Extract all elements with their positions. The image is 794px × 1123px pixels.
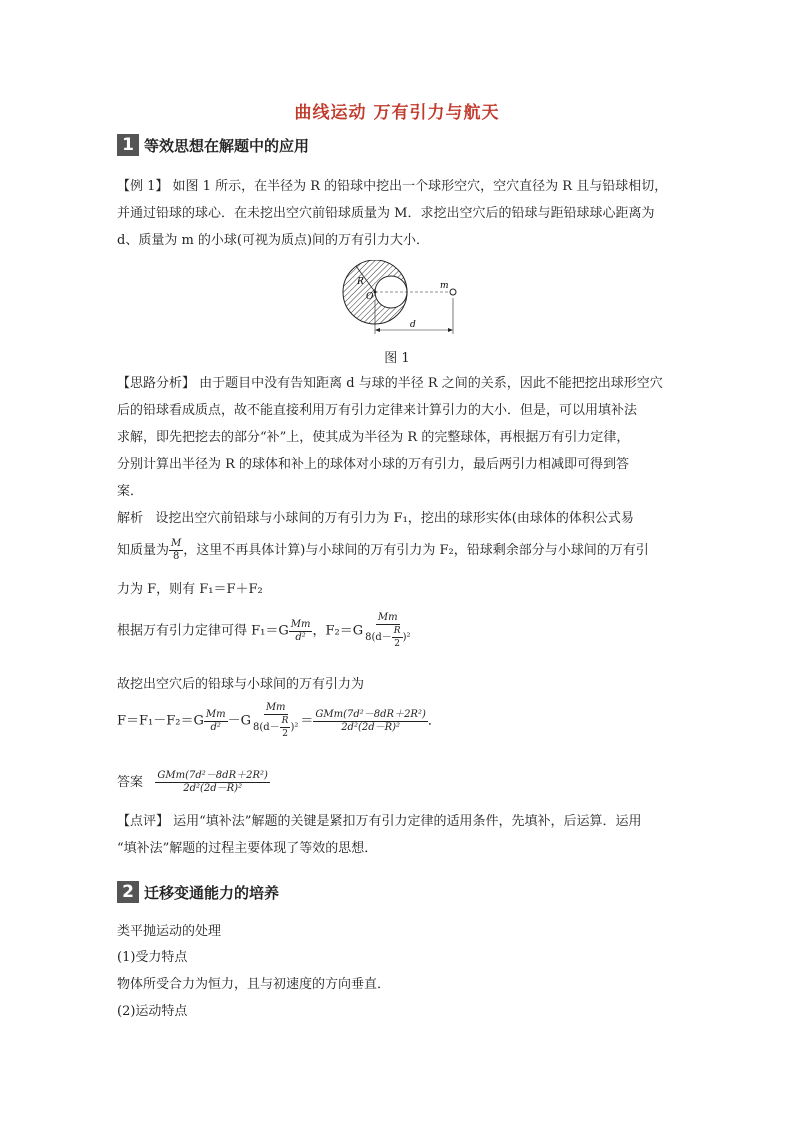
sec2-line-4: (2)运动特点 xyxy=(117,1004,188,1019)
solution-text: ＝ xyxy=(300,713,314,729)
frac-denominator: 2 xyxy=(282,729,288,739)
section-number-badge: 2 xyxy=(117,881,139,903)
frac-numerator: R xyxy=(281,716,289,726)
comment-text: 运用“填补法”解题的关键是紧扣万有引力定律的适用条件，先填补，后运算．运用 xyxy=(173,814,642,829)
solution-text: F＝F₁－F₂＝G xyxy=(117,713,204,729)
figure-sphere-diagram xyxy=(330,260,470,340)
label-m: m xyxy=(440,281,449,291)
fraction-F2 xyxy=(363,612,412,650)
frac-numerator: Mm xyxy=(265,702,286,713)
frac-numerator: M xyxy=(171,538,182,549)
solution-line-4 xyxy=(117,612,682,650)
hint-line-3: 求解，即先把挖去的部分“补”上，使其成为半径为 R 的完整球体，再根据万有引力定律， xyxy=(117,430,630,445)
frac-numerator: Mm xyxy=(377,612,398,623)
sec2-line-3: 物体所受合力为恒力，且与初速度的方向垂直． xyxy=(117,977,391,992)
comment-tag: 【点评】 xyxy=(117,814,170,829)
hint-line-5: 案． xyxy=(117,484,144,499)
section-number-badge: 1 xyxy=(117,134,139,156)
example-text: 如图 1 所示，在半径为 R 的铅球中挖出一个球形空穴，空穴直径为 R 且与铅球相切， xyxy=(172,179,668,194)
frac-numerator: Mm xyxy=(205,708,226,720)
comment-line-2: “填补法”解题的过程主要体现了等效的思想． xyxy=(117,841,378,856)
solution-text: ，这里不再具体计算)与小球间的万有引力为 F₂，铅球剩余部分与小球间的万有引 xyxy=(183,543,649,558)
section-title: 迁移变通能力的培养 xyxy=(144,883,280,902)
solution-text: ． xyxy=(427,713,441,729)
sec2-line-2: (1)受力特点 xyxy=(117,950,188,965)
fraction-F2 xyxy=(251,702,300,740)
den-part: 8(d－ xyxy=(253,722,280,733)
solution-line-3: 力为 F，则有 F₁＝F＋F₂ xyxy=(117,582,263,597)
section-title: 等效思想在解题中的应用 xyxy=(144,136,310,155)
solution-line-1 xyxy=(117,509,682,529)
answer-line xyxy=(117,768,682,798)
fraction-M-over-8 xyxy=(169,538,183,563)
fraction-R-over-2 xyxy=(392,625,403,650)
solution-line-6 xyxy=(117,702,682,740)
small-ball xyxy=(450,289,456,295)
hint-line-2: 后的铅球看成质点，故不能直接利用万有引力定律来计算引力的大小．但是，可以用填补法 xyxy=(117,403,638,418)
comment-line-1 xyxy=(117,812,682,832)
section-1-heading xyxy=(117,134,309,156)
fraction-R-over-2 xyxy=(280,715,291,740)
page-title: 曲线运动 万有引力与航天 xyxy=(294,103,500,123)
frac-denominator: 2 xyxy=(394,639,401,649)
hint-line-1 xyxy=(117,374,682,394)
frac-denominator: d² xyxy=(295,631,306,643)
example-line-1 xyxy=(117,177,682,197)
result-fraction xyxy=(313,709,427,734)
figure-caption: 图 1 xyxy=(384,351,410,366)
sec2-line-1: 类平抛运动的处理 xyxy=(117,924,222,939)
solution-text: 设挖出空穴前铅球与小球间的万有引力为 F₁，挖出的球形实体(由球体的体积公式易 xyxy=(155,511,634,526)
den-part: )² xyxy=(290,722,299,733)
frac-numerator: Mm xyxy=(290,618,311,630)
hint-text: 由于题目中没有告知距离 d 与球的半径 R 之间的关系，因此不能把挖出球形空穴 xyxy=(199,376,663,391)
solution-text: 知质量为 xyxy=(117,543,170,558)
solution-text: 根据万有引力定律可得 F₁＝G xyxy=(117,623,289,639)
frac-denominator: 2d²(2d－R)² xyxy=(341,721,401,733)
den-part: )² xyxy=(402,632,411,643)
answer-tag: 答案 xyxy=(117,775,144,790)
example-line-3: d、质量为 m 的小球(可视为质点)间的万有引力大小． xyxy=(117,233,430,248)
label-O: O xyxy=(366,292,374,302)
fraction-Mm-over-d2 xyxy=(204,709,228,734)
answer-fraction xyxy=(155,770,269,795)
frac-denominator: d² xyxy=(210,721,221,733)
example-tag: 【例 1】 xyxy=(117,179,169,194)
solution-text: ，F₂＝G xyxy=(312,623,364,639)
fraction-Mm-over-d2 xyxy=(289,619,313,644)
solution-line-5: 故挖出空穴后的铅球与小球间的万有引力为 xyxy=(117,677,365,692)
solution-text: －G xyxy=(227,713,251,729)
frac-denominator: 2d²(2d－R)² xyxy=(183,783,243,794)
solution-line-2 xyxy=(117,538,682,564)
hint-tag: 【思路分析】 xyxy=(117,376,196,391)
frac-denominator: 8 xyxy=(172,551,180,562)
frac-numerator: GMm(7d²－8dR＋2R²) xyxy=(157,770,268,781)
solution-tag: 解析 xyxy=(117,511,144,526)
section-2-heading xyxy=(117,881,279,903)
frac-denominator xyxy=(363,625,412,650)
frac-denominator xyxy=(251,715,300,740)
label-d: d xyxy=(410,320,416,330)
example-line-2: 并通过铅球的球心．在未挖出空穴前铅球质量为 M．求挖出空穴后的铅球与距铅球球心距离为 xyxy=(117,206,655,221)
frac-numerator: GMm(7d²－8dR＋2R²) xyxy=(315,708,426,720)
label-R: R xyxy=(357,277,364,287)
frac-numerator: R xyxy=(393,626,401,636)
den-part: 8(d－ xyxy=(365,632,392,643)
hint-line-4: 分别计算出半径为 R 的球体和补上的球体对小球的万有引力，最后两引力相减即可得到答 xyxy=(117,457,630,472)
